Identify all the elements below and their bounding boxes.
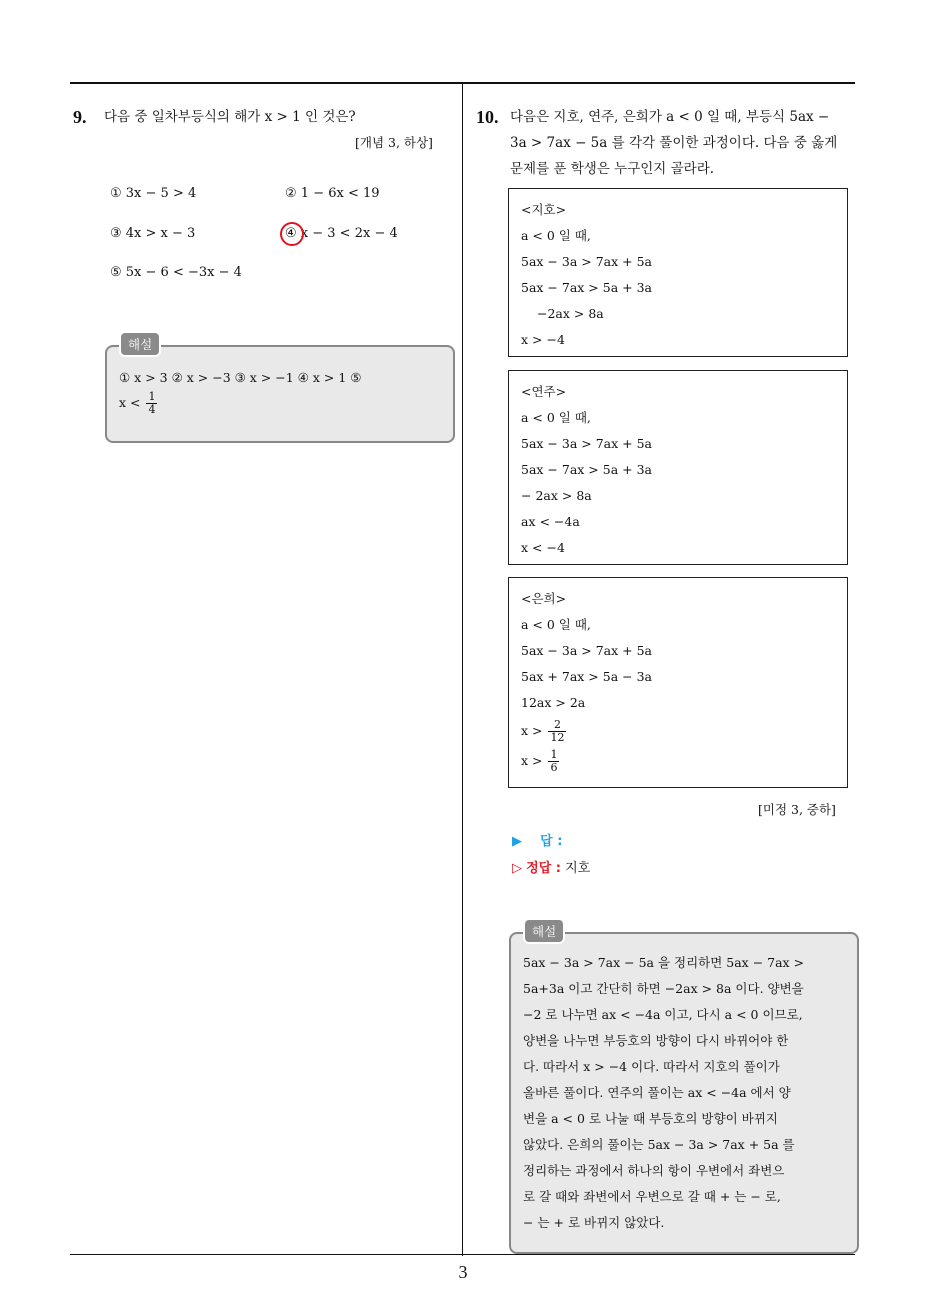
q10-solution-line: 정리하는 과정에서 하나의 항이 우변에서 좌변으 (523, 1163, 785, 1178)
q10-solution-line: 올바른 풀이다. 연주의 풀이는 ax < −4a 에서 양 (523, 1085, 791, 1100)
eunhee-frac2-den: 6 (550, 761, 558, 774)
eunhee-solution-box (508, 577, 848, 788)
q9-option-4[interactable]: ④ x − 3 < 2x − 4 (285, 226, 398, 241)
yeonju-line: ax < −4a (521, 514, 580, 529)
eunhee-title: <은희> (521, 591, 567, 606)
q10-question (510, 104, 855, 182)
answer-row (512, 830, 562, 849)
q9-solution-fraction (146, 391, 157, 416)
answer-label: 답 : (540, 834, 563, 849)
q10-number: 10. (476, 107, 499, 127)
q9-option-2[interactable]: ② 1 − 6x < 19 (285, 186, 380, 201)
yeonju-line: − 2ax > 8a (521, 488, 592, 503)
jiho-title: <지호> (521, 202, 567, 217)
yeonju-line: 5ax − 3a > 7ax + 5a (521, 436, 652, 451)
q10-solution-line: 5a+3a 이고 간단히 하면 −2ax > 8a 이다. 양변을 (523, 981, 804, 996)
jiho-solution-box (508, 188, 848, 357)
column-divider (462, 84, 463, 1256)
q9-question: 다음 중 일차부등식의 해가 x > 1 인 것은? (104, 109, 356, 125)
yeonju-title: <연주> (521, 384, 567, 399)
eunhee-frac1-prefix: x > (521, 723, 543, 738)
q10-solution-line: 양변을 나누면 부등호의 방향이 다시 바뀌어야 한 (523, 1033, 789, 1048)
eunhee-fraction-1 (548, 719, 566, 744)
q9-number: 9. (73, 107, 87, 127)
jiho-line: 5ax − 7ax > 5a + 3a (521, 280, 652, 295)
jiho-line: −2ax > 8a (537, 306, 604, 321)
eunhee-frac2-num: 1 (550, 748, 558, 761)
eunhee-line: 12ax > 2a (521, 695, 586, 710)
q9-solution-box (105, 345, 455, 443)
q10-question-line1: 다음은 지호, 연주, 은희가 a < 0 일 때, 부등식 5ax − (510, 109, 830, 125)
answer-circle-mark (280, 222, 304, 246)
q9-solution-frac-num: 1 (148, 390, 156, 403)
q10-question-line2: 3a > 7ax − 5a 를 각각 풀이한 과정이다. 다음 중 옳게 (510, 135, 838, 151)
jiho-line: 5ax − 3a > 7ax + 5a (521, 254, 652, 269)
eunhee-frac2-prefix: x > (521, 753, 543, 768)
eunhee-fraction-2 (548, 749, 559, 774)
eunhee-line: a < 0 일 때, (521, 617, 591, 632)
yeonju-solution-box (508, 370, 848, 565)
jiho-line: a < 0 일 때, (521, 228, 591, 243)
q9-solution-line2 (119, 391, 444, 416)
eunhee-frac1-den: 12 (550, 731, 565, 744)
eunhee-fraction-line-2 (509, 746, 847, 776)
q9-option-3[interactable]: ③ 4x > x − 3 (110, 226, 196, 241)
yeonju-line: a < 0 일 때, (521, 410, 591, 425)
correct-label: 정답 : (526, 861, 561, 876)
page-number: 3 (458, 1262, 468, 1282)
q9-solution-line2-prefix: x < (119, 395, 141, 410)
q10-solution-tab: 해설 (523, 918, 565, 944)
eunhee-frac1-num: 2 (548, 719, 566, 732)
q9-option-5[interactable]: ⑤ 5x − 6 < −3x − 4 (110, 265, 242, 280)
q9-solution-frac-den: 4 (148, 403, 156, 416)
q10-meta: [미정 3, 중하] (758, 802, 836, 817)
q9-meta: [개념 3, 하상] (355, 135, 433, 150)
q10-solution-line: 다. 따라서 x > −4 이다. 따라서 지호의 풀이가 (523, 1059, 780, 1074)
q10-solution-line: 5ax − 3a > 7ax − 5a 을 정리하면 5ax − 7ax > (523, 955, 805, 970)
q10-solution-box (509, 932, 859, 1254)
q10-solution-line: 않았다. 은희의 풀이는 5ax − 3a > 7ax + 5a 를 (523, 1137, 795, 1152)
q9-solution-line1: ① x > 3 ② x > −3 ③ x > −1 ④ x > 1 ⑤ (119, 370, 362, 385)
yeonju-line: x < −4 (521, 540, 565, 555)
q10-solution-line: 변을 a < 0 로 나눌 때 부등호의 방향이 바뀌지 (523, 1111, 778, 1126)
correct-answer-row (512, 857, 590, 876)
eunhee-fraction-line-1 (509, 716, 847, 746)
outline-arrow-icon: ▷ (512, 861, 522, 876)
q10-solution-line: −2 로 나누면 ax < −4a 이고, 다시 a < 0 이므로, (523, 1007, 803, 1022)
q9-solution-text (119, 365, 444, 416)
q9-option-1[interactable]: ① 3x − 5 > 4 (110, 186, 197, 201)
q10-question-line3: 문제를 푼 학생은 누구인지 골라라. (510, 161, 715, 177)
q10-solution-line: 로 갈 때와 좌변에서 우변으로 갈 때 + 는 − 로, (523, 1189, 781, 1204)
eunhee-line: 5ax − 3a > 7ax + 5a (521, 643, 652, 658)
q9-solution-tab: 해설 (119, 331, 161, 357)
q10-solution-line: − 는 + 로 바뀌지 않았다. (523, 1215, 665, 1230)
eunhee-line: 5ax + 7ax > 5a − 3a (521, 669, 652, 684)
play-arrow-icon: ▶ (512, 834, 522, 849)
jiho-line: x > −4 (521, 332, 565, 347)
correct-value: 지호 (565, 861, 591, 876)
q10-solution-text (523, 950, 849, 1236)
yeonju-line: 5ax − 7ax > 5a + 3a (521, 462, 652, 477)
